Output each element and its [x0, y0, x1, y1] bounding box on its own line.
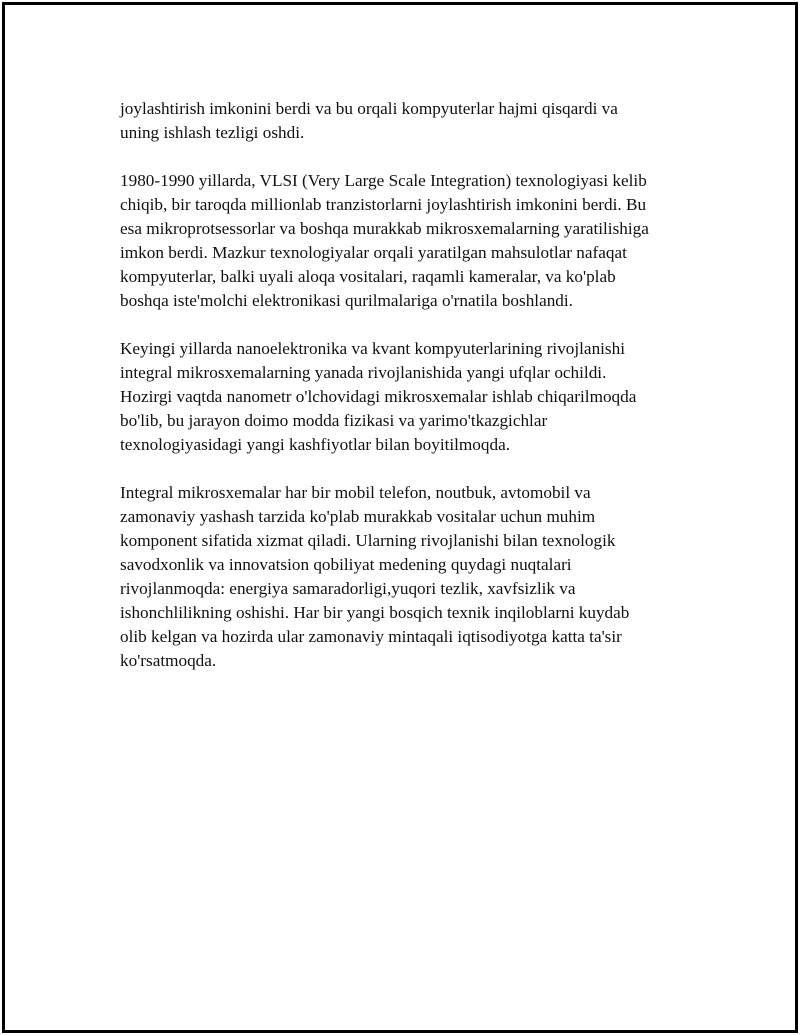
text-line: Keyingi yillarda nanoelektronika va kvant kompyuterlarining rivojlanishi — [120, 339, 625, 358]
paragraph-2 — [120, 169, 680, 313]
document-body — [120, 97, 680, 697]
paragraph-3 — [120, 337, 680, 457]
paragraph-1 — [120, 97, 680, 145]
text-line: rivojlanmoqda: energiya samaradorligi,yuqori tezlik, xavfsizlik va — [120, 579, 576, 598]
text-line: 1980-1990 yillarda, VLSI (Very Large Scale Integration) texnologiyasi kelib — [120, 171, 647, 190]
text-line: zamonaviy yashash tarzida ko'plab murakkab vositalar uchun muhim — [120, 507, 596, 526]
text-line: joylashtirish imkonini berdi va bu orqali kompyuterlar hajmi qisqardi va — [120, 99, 618, 118]
text-line: komponent sifatida xizmat qiladi. Ularning rivojlanishi bilan texnologik — [120, 531, 616, 550]
text-line: olib kelgan va hozirda ular zamonaviy mintaqali iqtisodiyotga katta ta'sir — [120, 627, 622, 646]
text-line: bo'lib, bu jarayon doimo modda fizikasi va yarimo'tkazgichlar — [120, 411, 548, 430]
text-line: ko'rsatmoqda. — [120, 651, 217, 670]
text-line: integral mikrosxemalarning yanada rivojlanishida yangi ufqlar ochildi. — [120, 363, 607, 382]
text-line: uning ishlash tezligi oshdi. — [120, 123, 305, 142]
text-line: Hozirgi vaqtda nanometr o'lchovidagi mikrosxemalar ishlab chiqarilmoqda — [120, 387, 637, 406]
text-line: Integral mikrosxemalar har bir mobil telefon, noutbuk, avtomobil va — [120, 483, 591, 502]
text-line: savodxonlik va innovatsion qobiliyat medening quydagi nuqtalari — [120, 555, 572, 574]
document-page — [2, 2, 798, 1033]
text-line: boshqa iste'molchi elektronikasi qurilmalariga o'rnatila boshlandi. — [120, 291, 573, 310]
text-line: texnologiyasidagi yangi kashfiyotlar bilan boyitilmoqda. — [120, 435, 510, 454]
text-line: kompyuterlar, balki uyali aloqa vositalari, raqamli kameralar, va ko'plab — [120, 267, 616, 286]
text-line: chiqib, bir taroqda millionlab tranzistorlarni joylashtirish imkonini berdi. Bu — [120, 195, 647, 214]
text-line: ishonchlilikning oshishi. Har bir yangi bosqich texnik inqiloblarni kuydab — [120, 603, 630, 622]
text-line: imkon berdi. Mazkur texnologiyalar orqali yaratilgan mahsulotlar nafaqat — [120, 243, 627, 262]
paragraph-4 — [120, 481, 680, 673]
text-line: esa mikroprotsessorlar va boshqa murakkab mikrosxemalarning yaratilishiga — [120, 219, 649, 238]
